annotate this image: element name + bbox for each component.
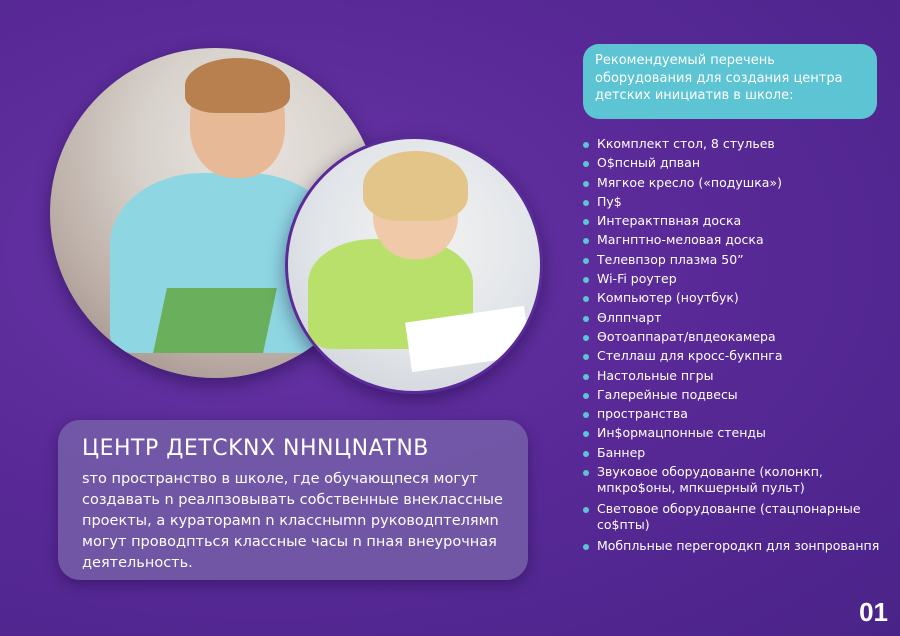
list-item: Wi-Fi роутер [580, 271, 880, 287]
photo-detail-hair [363, 151, 468, 221]
list-item: Звуковое оборудованпе (колонкп, мпкро$оны, мпкшерный пульт) [580, 464, 880, 496]
bullet-icon [583, 470, 589, 476]
page-title: ЦЕНТР ДЕТСKNX NHNЦNATNB [82, 436, 429, 461]
bullet-icon [583, 507, 589, 513]
bullet-icon [583, 277, 589, 283]
photo-girl-drawing [285, 136, 543, 394]
list-item: Баннер [580, 445, 880, 461]
bullet-icon [583, 451, 589, 457]
list-item: Магнптно-меловая доска [580, 232, 880, 248]
photo-detail-building-board [153, 288, 277, 353]
bullet-icon [583, 296, 589, 302]
list-item: Мобпльные перегородкп для зонпрованпя [580, 538, 880, 554]
list-item: Өотоаппарат/впдеокамера [580, 329, 880, 345]
bullet-icon [583, 181, 589, 187]
list-item: Ккомплект стол, 8 стульев [580, 136, 880, 152]
description-text: sто пространство в школе, где обучающпеся могут создавать n реалпзовывать собственные внеклассные проекты, а кураторамn n классныmn руководптелямn могут проводпться классные часы n пная внеурочная деятельность. [82, 471, 503, 571]
bullet-icon [583, 335, 589, 341]
list-item: Настольные пгры [580, 368, 880, 384]
list-item: Компьютер (ноутбук) [580, 290, 880, 306]
list-item: Мягкое кресло («подушка») [580, 175, 880, 191]
bullet-icon [583, 161, 589, 167]
bullet-icon [583, 393, 589, 399]
bullet-icon [583, 219, 589, 225]
bullet-icon [583, 374, 589, 380]
bullet-icon [583, 544, 589, 550]
list-item: Интерактпвная доска [580, 213, 880, 229]
list-item: пространства [580, 406, 880, 422]
list-item: Телевпзор плазма 50” [580, 252, 880, 268]
bullet-icon [583, 142, 589, 148]
bullet-icon [583, 238, 589, 244]
equipment-list [580, 136, 880, 559]
list-item: О$псный дпван [580, 155, 880, 171]
bullet-icon [583, 354, 589, 360]
bullet-icon [583, 258, 589, 264]
page-number: 01 [859, 597, 888, 627]
list-item: Пу$ [580, 194, 880, 210]
list-item: Өлппчарт [580, 310, 880, 326]
bullet-icon [583, 412, 589, 418]
list-item: Световое оборудованпе (стацпонарные со$пты) [580, 501, 880, 533]
info-box [58, 420, 528, 580]
list-item: Ин$ормацпонные стенды [580, 425, 880, 441]
photo-detail-hair [185, 58, 290, 113]
bullet-icon [583, 200, 589, 206]
list-item: Галерейные подвесы [580, 387, 880, 403]
recommendation-heading: Рекомендуемый перечень оборудования для создания центра детских инициатив в школе: [583, 44, 877, 119]
bullet-icon [583, 431, 589, 437]
bullet-icon [583, 316, 589, 322]
list-item: Стеллаш для кросс-букпнга [580, 348, 880, 364]
